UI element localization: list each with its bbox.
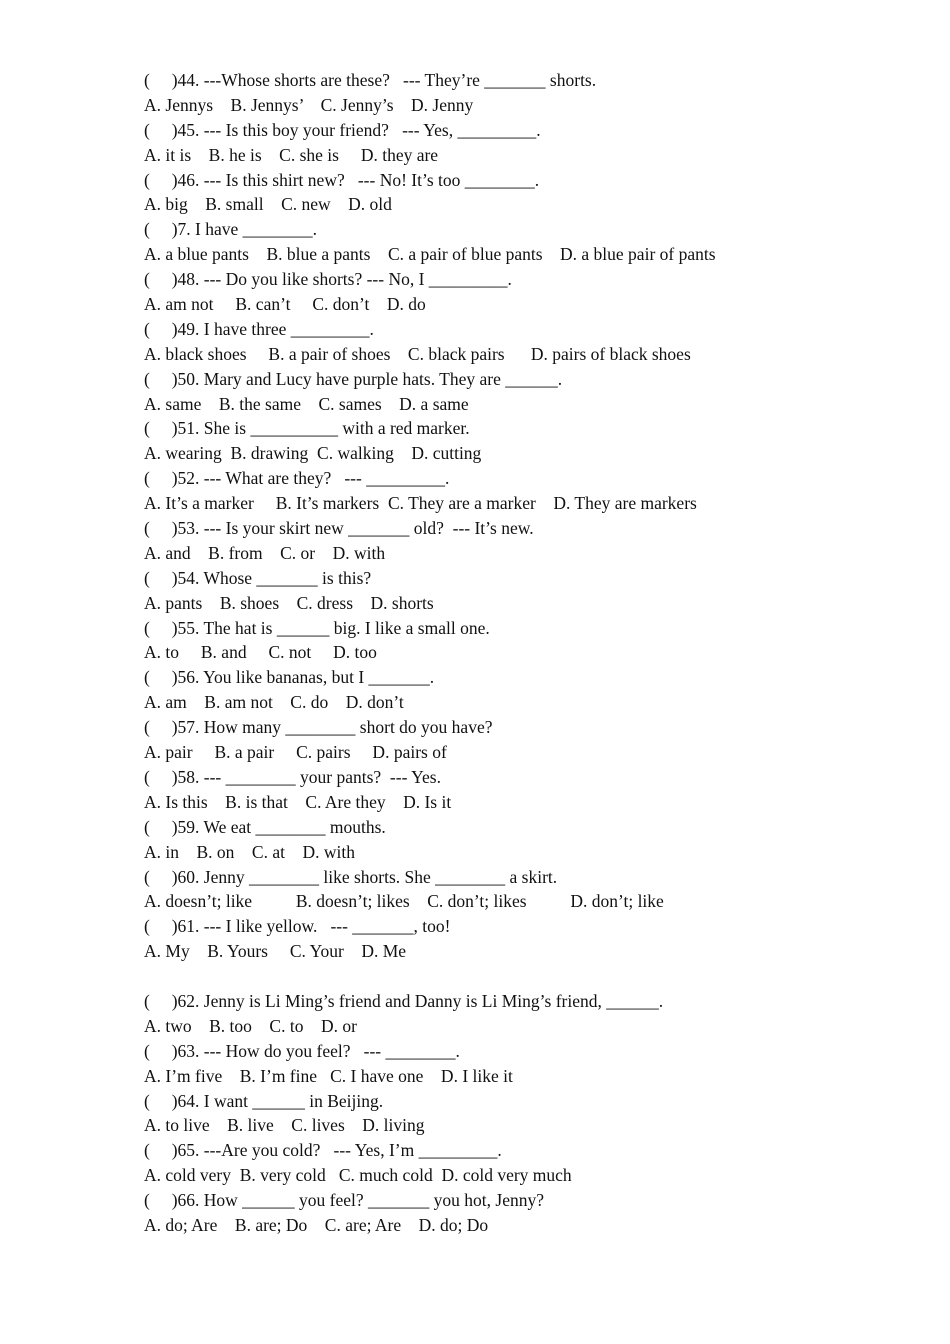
answer-options: A. big B. small C. new D. old [144,194,392,215]
question-stem: ( )56. You like bananas, but I _______. [144,667,435,688]
question-stem: ( )63. --- How do you feel? --- ________. [144,1040,460,1061]
answer-options: A. and B. from C. or D. with [144,542,386,563]
question-stem: ( )46. --- Is this shirt new? --- No! It’s too ________. [144,169,540,190]
question-stem: ( )49. I have three _________. [144,318,374,339]
question-stem: ( )50. Mary and Lucy have purple hats. They are ______. [144,368,563,389]
question-stem: ( )45. --- Is this boy your friend? --- Yes, _________. [144,119,541,140]
question-stem: ( )59. We eat ________ mouths. [144,816,386,837]
answer-options: A. wearing B. drawing C. walking D. cutting [144,443,482,464]
answer-options: A. same B. the same C. sames D. a same [144,393,469,414]
question-stem: ( )53. --- Is your skirt new _______ old? --- It’s new. [144,518,534,539]
answer-options: A. Is this B. is that C. Are they D. Is it [144,791,452,812]
answer-options: A. in B. on C. at D. with [144,841,355,862]
question-stem: ( )54. Whose _______ is this? [144,567,372,588]
answer-options: A. Jennys B. Jennys’ C. Jenny’s D. Jenny [144,94,474,115]
answer-options: A. cold very B. very cold C. much cold D. cold very much [144,1165,572,1186]
question-stem: ( )64. I want ______ in Beijing. [144,1090,384,1111]
question-stem: ( )57. How many ________ short do you have? [144,717,493,738]
question-stem: ( )55. The hat is ______ big. I like a small one. [144,617,490,638]
question-stem: ( )51. She is __________ with a red marker. [144,418,470,439]
answer-options: A. a blue pants B. blue a pants C. a pair of blue pants D. a blue pair of pants [144,244,716,265]
question-stem: ( )60. Jenny ________ like shorts. She ________ a skirt. [144,866,558,887]
question-stem: ( )58. --- ________ your pants? --- Yes. [144,766,441,787]
answer-options: A. am not B. can’t C. don’t D. do [144,294,426,315]
answer-options: A. black shoes B. a pair of shoes C. black pairs D. pairs of black shoes [144,343,691,364]
question-stem: ( )52. --- What are they? --- _________. [144,468,450,489]
question-stem: ( )44. ---Whose shorts are these? --- They’re _______ shorts. [144,70,597,90]
answer-options: A. I’m five B. I’m fine C. I have one D. I like it [144,1065,513,1086]
answer-options: A. doesn’t; like B. doesn’t; likes C. don’t; likes D. don’t; like [144,891,664,912]
answer-options: A. pair B. a pair C. pairs D. pairs of [144,742,447,763]
section-gap [144,964,904,989]
question-stem: ( )48. --- Do you like shorts? --- No, I _________. [144,269,512,290]
answer-options: A. it is B. he is C. she is D. they are [144,144,439,165]
question-stem: ( )61. --- I like yellow. --- _______, too! [144,916,451,937]
answer-options: A. two B. too C. to D. or [144,1015,357,1036]
worksheet [144,68,904,1238]
answer-options: A. am B. am not C. do D. don’t [144,692,404,713]
answer-options: A. to live B. live C. lives D. living [144,1115,425,1136]
answer-options: A. do; Are B. are; Do C. are; Are D. do; Do [144,1214,489,1235]
question-stem: ( )7. I have ________. [144,219,318,240]
answer-options: A. It’s a marker B. It’s markers C. They are a marker D. They are markers [144,493,697,514]
answer-options: A. pants B. shoes C. dress D. shorts [144,592,434,613]
question-stem: ( )65. ---Are you cold? --- Yes, I’m _________. [144,1140,502,1161]
answer-options: A. to B. and C. not D. too [144,642,377,663]
question-stem: ( )66. How ______ you feel? _______ you hot, Jenny? [144,1190,545,1211]
question-stem: ( )62. Jenny is Li Ming’s friend and Danny is Li Ming’s friend, ______. [144,990,664,1011]
answer-options: A. My B. Yours C. Your D. Me [144,941,407,962]
